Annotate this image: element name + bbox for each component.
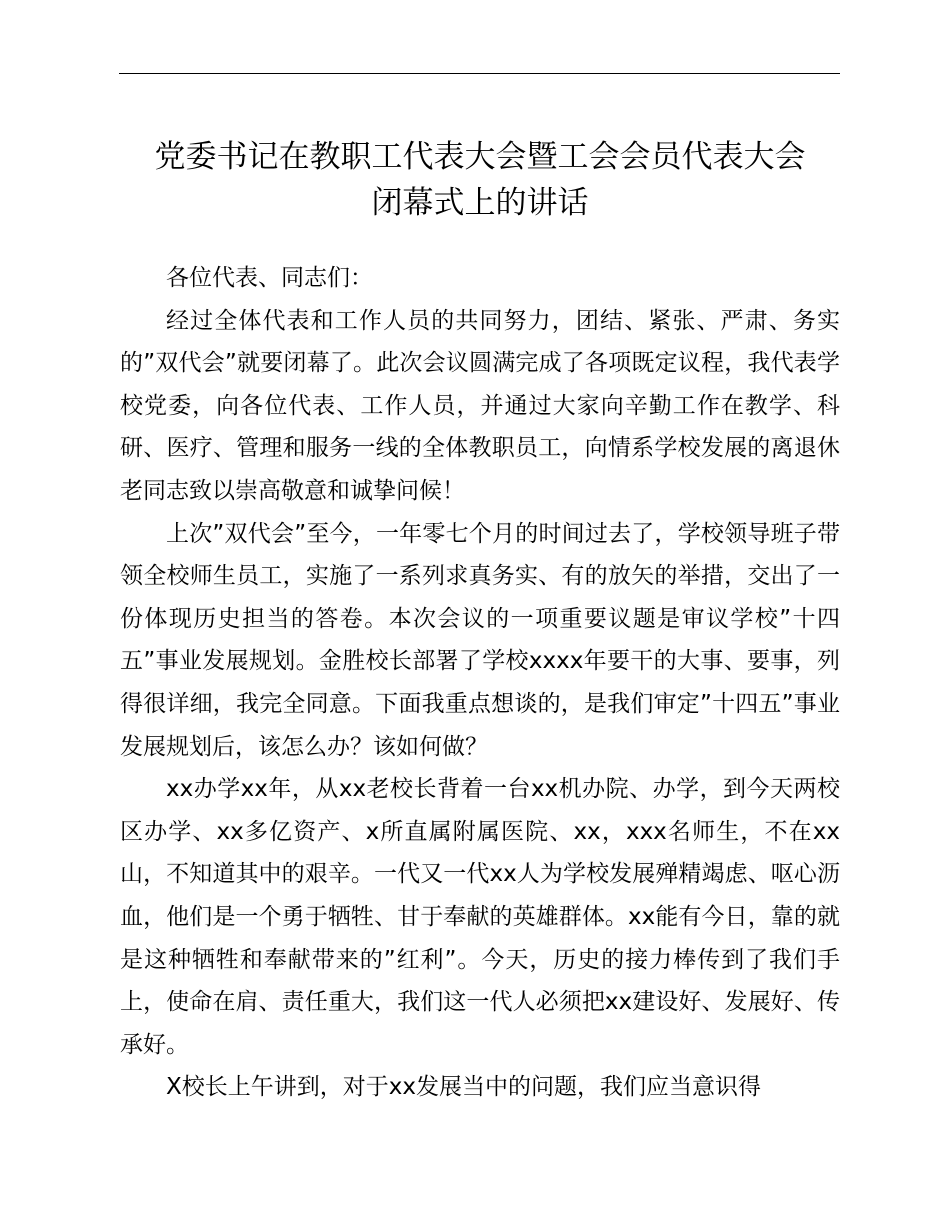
salutation-paragraph: 各位代表、同志们： [166, 265, 373, 291]
body-paragraph: 经过全体代表和工作人员的共同努力，团结、紧张、严肃、务实的”双代会”就要闭幕了。此次会议圆满完成了各项既定议程，我代表学校党委，向各位代表、工作人员，并通过大家向辛勤工作在教学、科研、医疗、管理和服务一线的全体教职员工，向情系学校发展的离退休老同志致以崇高敬意和诚挚问候！ [120, 307, 840, 504]
body-paragraph: xx办学xx年，从xx老校长背着一台xx机办院、办学，到今天两校区办学、xx多亿资产、x所直属附属医院、xx，xxx名师生，不在xx山，不知道其中的艰辛。一代又一代xx人为学校发展殚精竭虑、呕心沥血，他们是一个勇于牺牲、甘于奉献的英雄群体。xx能有今日，靠的就是这种牺牲和奉献带来的”红利”。今天，历史的接力棒传到了我们手上，使命在肩、责任重大，我们这一代人必须把xx建设好、发展好、传承好。 [120, 776, 840, 1058]
title-line-1: 党委书记在教职工代表大会暨工会会员代表大会 [154, 139, 806, 175]
document-body [120, 257, 840, 1109]
document-title [110, 134, 850, 226]
title-line-2: 闭幕式上的讲话 [371, 185, 589, 221]
body-paragraph: X校长上午讲到，对于xx发展当中的问题，我们应当意识得 [166, 1074, 761, 1101]
body-paragraph: 上次”双代会”至今，一年零七个月的时间过去了，学校领导班子带领全校师生员工，实施了一系列求真务实、有的放矢的举措，交出了一份体现历史担当的答卷。本次会议的一项重要议题是审议学校”十四五”事业发展规划。金胜校长部署了学校xxxx年要干的大事、要事，列得很详细，我完全同意。下面我重点想谈的，是我们审定”十四五”事业发展规划后，该怎么办？该如何做？ [120, 520, 840, 760]
header-rule [119, 73, 840, 74]
